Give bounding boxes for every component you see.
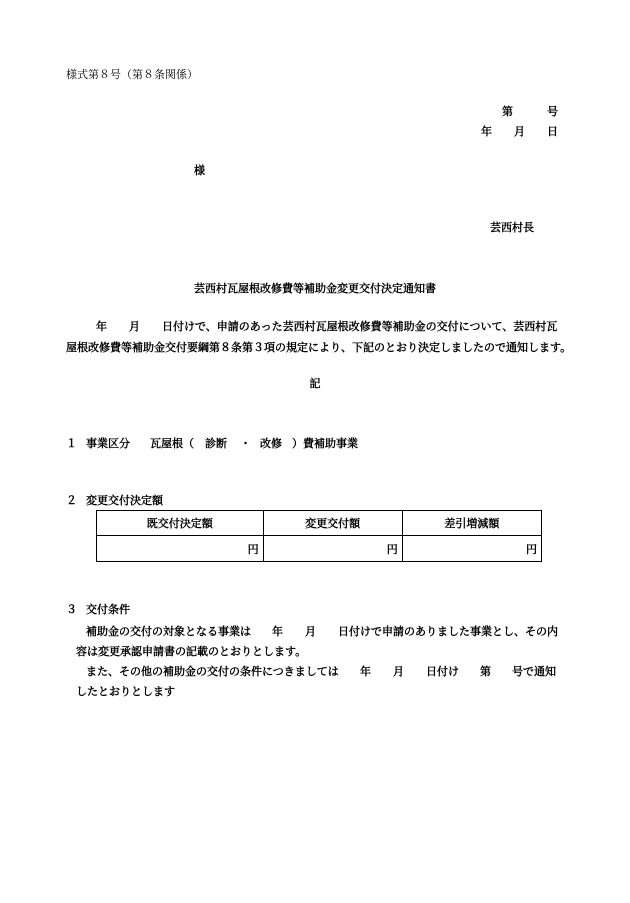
item1-prefix: 瓦屋根（	[150, 437, 194, 450]
item3-p2-line1-b: 号で通知	[512, 665, 556, 678]
document-title: 芸西村瓦屋根改修費等補助金変更交付決定通知書	[194, 282, 436, 295]
item3-p2-line1-a: また、その他の補助金の交付の条件につきましては	[86, 665, 339, 678]
amounts-header-row	[97, 511, 542, 536]
addressee-suffix: 様	[194, 164, 205, 177]
header-difference-amount: 差引増減額	[402, 511, 541, 536]
item1-option-diagnosis: 診断	[205, 437, 227, 450]
difference-amount-cell[interactable]: 円	[402, 536, 541, 562]
intro-line1: 日付けで、申請のあった芸西村瓦屋根改修費等補助金の交付について、芸西村瓦	[162, 320, 558, 333]
intro-line2: 屋根改修費等補助金交付要綱第８条第３項の規定により、下記のとおり決定しましたので通知します。	[66, 341, 572, 354]
item3-p2-line2: したとおりとします	[76, 685, 175, 698]
item3-p2-dai: 第	[480, 665, 491, 678]
amounts-table	[96, 510, 542, 562]
item2-number: ２	[66, 494, 77, 507]
item1-suffix: ）費補助事業	[292, 437, 358, 450]
issuer: 芸西村長	[490, 221, 534, 234]
date-day-label: 日	[547, 125, 558, 138]
item3-label: 交付条件	[86, 603, 130, 616]
item3-p2-day: 日付け	[426, 665, 459, 678]
date-year-label: 年	[481, 125, 492, 138]
item1-separator: ・	[240, 437, 251, 450]
item1-number: １	[66, 437, 77, 450]
item3-number: ３	[66, 603, 77, 616]
doc-number-suffix: 号	[547, 105, 558, 118]
item2-label: 変更交付決定額	[86, 494, 163, 507]
item3-p1-line2: 容は変更承認申請書の記載のとおりとします。	[76, 645, 307, 658]
intro-year: 年	[96, 320, 107, 333]
header-existing-amount: 既交付決定額	[97, 511, 264, 536]
item1-label: 事業区分	[86, 437, 130, 450]
intro-month: 月	[129, 320, 140, 333]
form-number: 様式第８号（第８条関係）	[66, 68, 198, 81]
item1-option-repair: 改修	[260, 437, 282, 450]
existing-amount-cell[interactable]: 円	[97, 536, 264, 562]
amounts-value-row	[97, 536, 542, 562]
item3-p1-month: 月	[305, 625, 316, 638]
header-changed-amount: 変更交付額	[263, 511, 402, 536]
ki-heading: 記	[309, 377, 321, 390]
date-month-label: 月	[514, 125, 525, 138]
item3-p2-month: 月	[393, 665, 404, 678]
changed-amount-cell[interactable]: 円	[263, 536, 402, 562]
item3-p1-line1-b: 日付けで申請のありました事業とし、その内	[338, 625, 558, 638]
item3-p2-year: 年	[360, 665, 371, 678]
doc-number-prefix: 第	[502, 105, 513, 118]
item3-p1-line1-a: 補助金の交付の対象となる事業は	[86, 625, 251, 638]
item3-p1-year: 年	[272, 625, 283, 638]
